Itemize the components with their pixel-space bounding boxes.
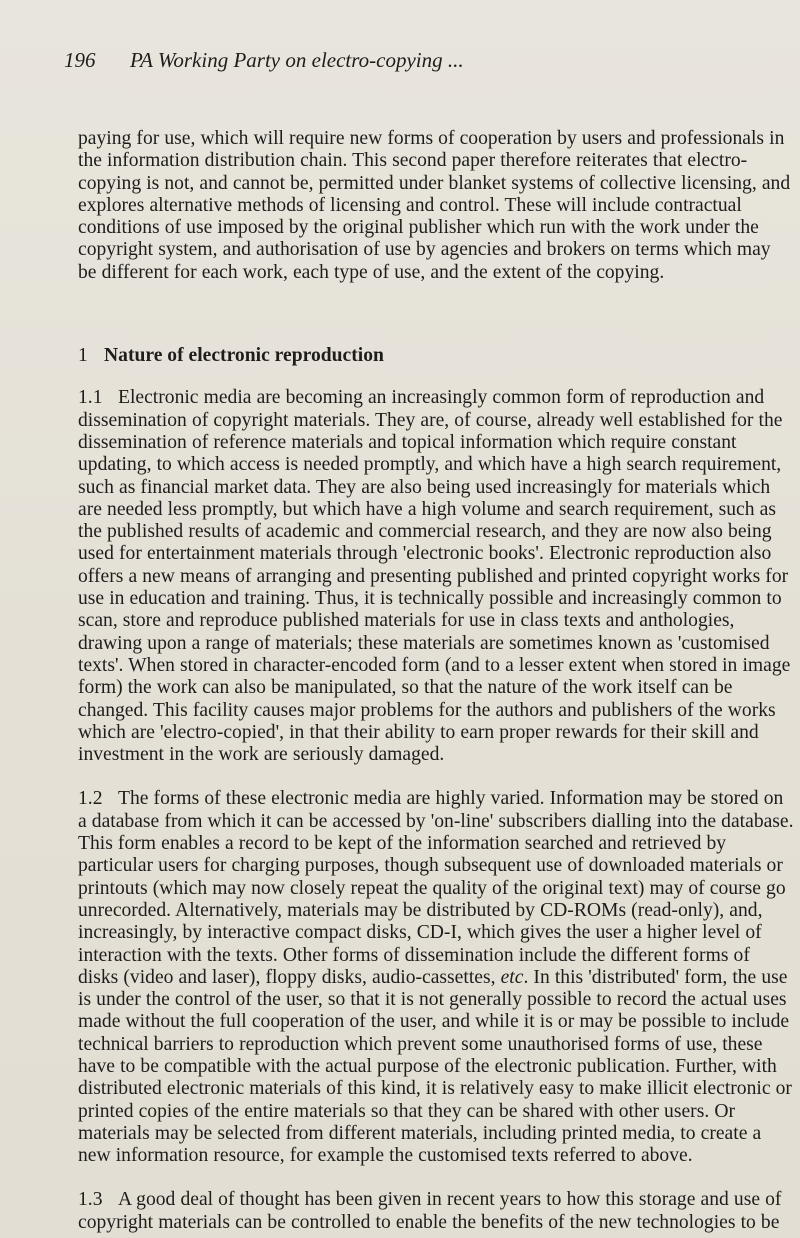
paragraph-number: 1.3 (78, 1189, 103, 1211)
paragraph-number: 1.2 (78, 788, 103, 810)
paragraph-text-italic: etc (500, 966, 524, 988)
section-number: 1 (78, 345, 88, 367)
section-heading (78, 345, 794, 367)
page-number: 196 (64, 48, 96, 72)
running-title: PA Working Party on electro-copying ... (130, 48, 464, 72)
paragraph-text: Electronic media are becoming an increasingly common form of reproduction and dissemination of copyright materials. They are, of course, already well established for the dissemination of reference materials and topical information which require constant updating, to which access is needed promptly, and which have a high search requirement, such as financial market data. They are also being used increasingly for materials which are needed less promptly, but which have a high volume and search requirement, such as the published results of academic and commercial research, and they are now also being used for entertainment materials through 'electronic books'. Electronic reproduction also offers a new means of arranging and presenting published and printed copyright works for use in education and training. Thus, it is technically possible and increasingly common to scan, store and reproduce published materials for use in class texts and anthologies, drawing upon a range of materials; these materials are sometimes known as 'customised texts'. When stored in character-encoded form (and to a lesser extent when stored in image form) the work can also be manipulated, so that the nature of the work itself can be changed. This facility causes major problems for the authors and publishers of the works which are 'electro-copied', in that their ability to earn proper rewards for their skill and investment in the work are seriously damaged. (78, 387, 791, 766)
section-title: Nature of electronic reproduction (104, 345, 384, 367)
paragraph-text-part-2: . In this 'distributed' form, the use is under the control of the user, so that it is not generally possible to record the actual uses made without the full cooperation of the user, and while it is or may be possible to include technical barriers to reproduction which prevent some unauthorised forms of use, these have to be compatible with the actual purpose of the electronic publication. Further, with distributed electronic materials of this kind, it is relatively easy to make illicit electronic or printed copies of the entire materials so that they can be shared with other users. Or materials may be selected from different materials, including printed media, to create a new information resource, for example the customised texts referred to above. (78, 966, 792, 1167)
paragraph-1-2 (78, 788, 794, 1167)
intro-paragraph: paying for use, which will require new forms of cooperation by users and professionals in the information distribution chain. This second paper therefore reiterates that electro-copying is not, and cannot be, permitted under blanket systems of collective licensing, and explores alternative methods of licensing and control. These will include contractual conditions of use imposed by the original publisher which run with the work under the copyright system, and authorisation of use by agencies and brokers on terms which may be different for each work, each type of use, and the extent of the copying. (78, 128, 791, 283)
paragraph-1-3 (78, 1189, 794, 1234)
paragraph-text: A good deal of thought has been given in recent years to how this storage and use of copyright materials can be controlled to enable the benefits of the new technologies to be (78, 1189, 782, 1233)
paragraph-text-part-1: The forms of these electronic media are highly varied. Information may be stored on a database from which it can be accessed by 'on-line' subscribers dialling into the database. This form enables a record to be kept of the information searched and retrieved by particular users for charging purposes, though subsequent use of downloaded materials or printouts (which may now closely repeat the quality of the original text) may of course go unrecorded. Alternatively, materials may be distributed by CD-ROMs (read-only), and, increasingly, by interactive compact disks, CD-I, which gives the user a higher level of interaction with the texts. Other forms of dissemination include the different forms of disks (video and laser), floppy disks, audio-cassettes, (78, 788, 794, 988)
running-head (64, 48, 464, 73)
body-text (78, 128, 794, 1234)
paragraph-number: 1.1 (78, 387, 103, 409)
paragraph-1-1 (78, 387, 794, 766)
